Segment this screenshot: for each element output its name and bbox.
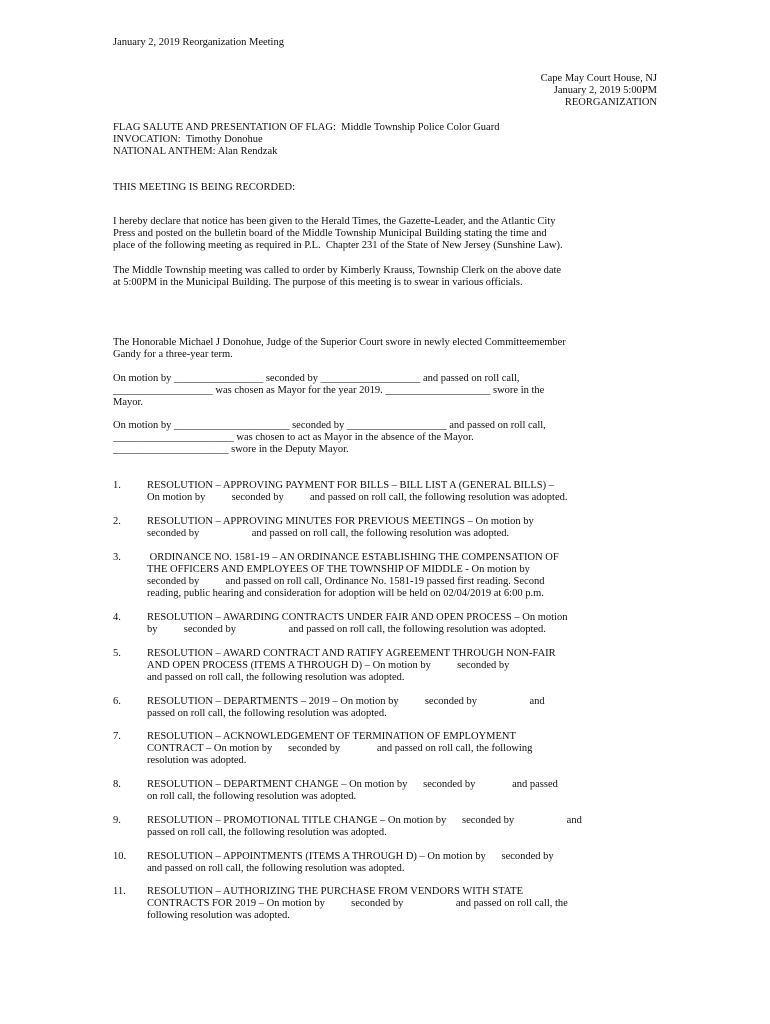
item-number: 7. — [113, 731, 121, 742]
item-line: passed on roll call, the following resolution was adopted. — [147, 708, 387, 719]
item-line: THE OFFICERS AND EMPLOYEES OF THE TOWNSHIP OF MIDDLE - On motion by — [147, 564, 530, 575]
item-line: RESOLUTION – DEPARTMENTS – 2019 – On motion by seconded by and — [147, 696, 545, 707]
item-line: RESOLUTION – AWARD CONTRACT AND RATIFY AGREEMENT THROUGH NON-FAIR — [147, 648, 556, 659]
item-line: resolution was adopted. — [147, 755, 247, 766]
item-line: passed on roll call, the following resolution was adopted. — [147, 827, 387, 838]
item-number: 2. — [113, 516, 121, 527]
paragraph-line: place of the following meeting as required in P.L. Chapter 231 of the State of New Jersey (Sunshine Law). — [113, 240, 563, 251]
item-number: 11. — [113, 886, 126, 897]
item-line: CONTRACTS FOR 2019 – On motion by seconded by and passed on roll call, the — [147, 898, 568, 909]
paragraph-line: I hereby declare that notice has been given to the Herald Times, the Gazette-Leader, and the Atlantic City — [113, 216, 556, 227]
location-place: Cape May Court House, NJ — [540, 73, 657, 84]
recorded-notice: THIS MEETING IS BEING RECORDED: — [113, 182, 295, 193]
item-number: 4. — [113, 612, 121, 623]
item-line: and passed on roll call, the following resolution was adopted. — [147, 863, 405, 874]
paragraph-line: Press and posted on the bulletin board of the Middle Township Municipal Building stating the time and — [113, 228, 547, 239]
item-line: seconded by and passed on roll call, Ordinance No. 1581-19 passed first reading. Second — [147, 576, 545, 587]
flag-salute-line: FLAG SALUTE AND PRESENTATION OF FLAG: Middle Township Police Color Guard — [113, 122, 500, 133]
running-header: January 2, 2019 Reorganization Meeting — [113, 37, 284, 48]
paragraph-line: ___________________ was chosen as Mayor for the year 2019. ____________________ swore in the — [113, 385, 545, 396]
item-line: RESOLUTION – ACKNOWLEDGEMENT OF TERMINATION OF EMPLOYMENT — [147, 731, 516, 742]
item-line: RESOLUTION – AUTHORIZING THE PURCHASE FROM VENDORS WITH STATE — [147, 886, 524, 897]
paragraph-line: _______________________ was chosen to act as Mayor in the absence of the Mayor. — [113, 432, 474, 443]
paragraph-line: The Middle Township meeting was called to order by Kimberly Krauss, Township Clerk on the above date — [113, 265, 562, 276]
location-datetime: January 2, 2019 5:00PM — [553, 85, 657, 96]
item-line: seconded by and passed on roll call, the following resolution was adopted. — [147, 528, 510, 539]
item-line: on roll call, the following resolution was adopted. — [147, 791, 357, 802]
item-number: 1. — [113, 480, 121, 491]
paragraph-line: On motion by ______________________ seconded by ___________________ and passed on roll call, — [113, 420, 546, 431]
item-line: ORDINANCE NO. 1581-19 – AN ORDINANCE ESTABLISHING THE COMPENSATION OF — [147, 552, 559, 563]
item-number: 3. — [113, 552, 121, 563]
item-line: RESOLUTION – APPROVING PAYMENT FOR BILLS – BILL LIST A (GENERAL BILLS) – — [147, 480, 555, 491]
meeting-type: REORGANIZATION — [564, 97, 657, 108]
item-line: following resolution was adopted. — [147, 910, 290, 921]
item-line: and passed on roll call, the following resolution was adopted. — [147, 672, 405, 683]
item-number: 8. — [113, 779, 121, 790]
item-line: RESOLUTION – PROMOTIONAL TITLE CHANGE – On motion by seconded by and — [147, 815, 582, 826]
paragraph-line: at 5:00PM in the Municipal Building. The purpose of this meeting is to swear in various officials. — [113, 277, 523, 288]
item-line: by seconded by and passed on roll call, the following resolution was adopted. — [147, 624, 546, 635]
item-line: reading, public hearing and consideration for adoption will be held on 02/04/2019 at 6:00 p.m. — [147, 588, 544, 599]
national-anthem-line: NATIONAL ANTHEM: Alan Rendzak — [113, 146, 278, 157]
item-line: RESOLUTION – APPROVING MINUTES FOR PREVIOUS MEETINGS – On motion by — [147, 516, 534, 527]
item-line: RESOLUTION – AWARDING CONTRACTS UNDER FAIR AND OPEN PROCESS – On motion — [147, 612, 568, 623]
item-number: 5. — [113, 648, 121, 659]
item-line: On motion by seconded by and passed on roll call, the following resolution was adopted. — [147, 492, 568, 503]
paragraph-line: ______________________ swore in the Deputy Mayor. — [113, 444, 349, 455]
item-number: 9. — [113, 815, 121, 826]
item-line: RESOLUTION – DEPARTMENT CHANGE – On motion by seconded by and passed — [147, 779, 558, 790]
paragraph-line: The Honorable Michael J Donohue, Judge of the Superior Court swore in newly elected Committeemember — [113, 337, 566, 348]
paragraph-line: Gandy for a three-year term. — [113, 349, 233, 360]
item-number: 10. — [113, 851, 127, 862]
paragraph-line: Mayor. — [113, 397, 144, 408]
item-line: CONTRACT – On motion by seconded by and passed on roll call, the following — [147, 743, 533, 754]
item-line: RESOLUTION – APPOINTMENTS (ITEMS A THROUGH D) – On motion by seconded by — [147, 851, 554, 862]
paragraph-line: On motion by _________________ seconded by ___________________ and passed on roll call, — [113, 373, 520, 384]
item-number: 6. — [113, 696, 121, 707]
invocation-line: INVOCATION: Timothy Donohue — [113, 134, 263, 145]
item-line: AND OPEN PROCESS (ITEMS A THROUGH D) – On motion by seconded by — [147, 660, 510, 671]
